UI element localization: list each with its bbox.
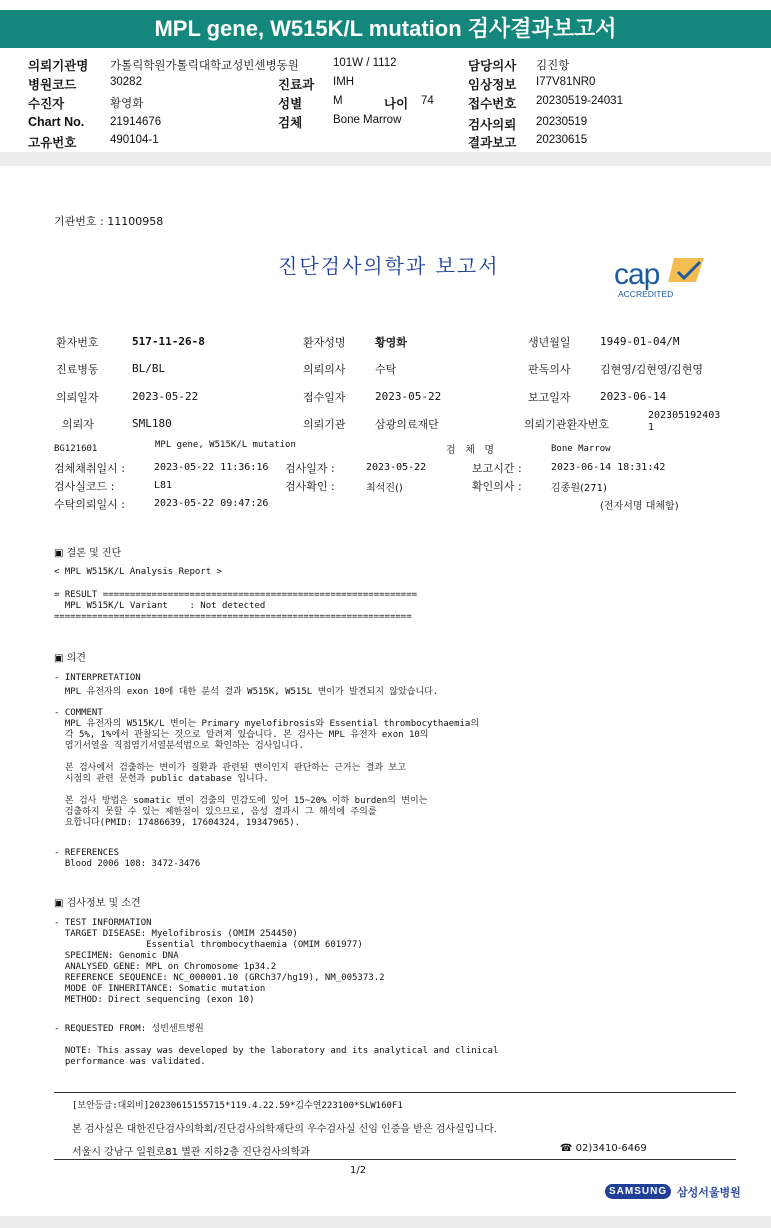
label-exam-date: 검사일자 : <box>285 462 335 475</box>
analysis-report-title: < MPL W515K/L Analysis Report > <box>54 567 222 577</box>
footer-rule <box>54 1092 736 1093</box>
value-clinical-info: I77V81NR0 <box>536 76 596 88</box>
value-receipt-date: 2023-05-22 <box>375 390 442 403</box>
value-request-date: 2023-05-22 <box>132 390 199 403</box>
label-sex: 성별 <box>278 97 303 111</box>
text-line: 각 5%, 1%에서 관찰되는 것으로 알려져 있습니다. 본 검사는 MPL 유전자 exon 10의 <box>54 730 429 740</box>
test-code: BG121601 <box>54 444 98 454</box>
section-opinion: ▣ 의견 <box>54 653 86 664</box>
report-title: 진단검사의학과 보고서 <box>278 254 500 278</box>
label-consign-time: 수탁의뢰일시 : <box>54 498 125 511</box>
label-ref-institution: 의뢰기관 <box>303 418 346 431</box>
label-ref-doctor: 의뢰의사 <box>303 363 346 376</box>
samsung-hospital-logo <box>605 1182 740 1204</box>
label-test-request: 검사의뢰 <box>468 118 517 132</box>
text-line <box>54 752 554 763</box>
institution-number: 기관번호 : 11100958 <box>54 215 164 228</box>
value-reading-doctor: 김현영/김현영/김현영 <box>600 363 704 376</box>
text-line: Essential thrombocythaemia (OMIM 601977) <box>54 940 363 950</box>
value-patient-name: 황영화 <box>375 336 407 349</box>
comment-heading: - COMMENT <box>54 708 103 718</box>
assay-note <box>54 1046 574 1068</box>
text-line: 본 검사 방법은 somatic 변이 검출의 민감도에 있어 15~20% 이하 burden의 변이는 <box>54 796 428 806</box>
result-header-line: = RESULT ========================================================== <box>54 590 418 600</box>
samsung-wordmark: SAMSUNG <box>605 1184 671 1199</box>
value-specimen: Bone Marrow <box>333 114 402 126</box>
section-test-info: ▣ 검사정보 및 소견 <box>54 898 141 909</box>
value-exam-date: 2023-05-22 <box>366 462 427 473</box>
lab-phone: ☎ 02)3410-6469 <box>560 1143 647 1154</box>
label-chart-no: Chart No. <box>28 115 85 129</box>
label-report-time: 보고시간 : <box>472 462 522 475</box>
value-age: 74 <box>421 95 434 107</box>
hospital-name-ko: 삼성서울병원 <box>677 1186 741 1199</box>
label-receipt-date: 접수일자 <box>303 391 346 404</box>
cap-accredited-logo <box>612 256 712 302</box>
label-clinical-info: 임상정보 <box>468 78 517 92</box>
page-number: 1/2 <box>350 1165 367 1176</box>
value-hospital-code: 30282 <box>110 76 142 88</box>
test-information-block <box>54 918 554 1006</box>
label-dept: 진료과 <box>278 78 315 92</box>
text-line: SPECIMEN: Genomic DNA <box>54 951 179 961</box>
text-line: MODE OF INHERITANCE: Somatic mutation <box>54 984 266 994</box>
value-birth: 1949-01-04/M <box>600 335 680 348</box>
bottom-margin <box>0 1216 771 1228</box>
value-sex: M <box>333 95 343 107</box>
label-lab-room: 검사실코드 : <box>54 480 115 493</box>
label-request-date: 의뢰일자 <box>56 391 99 404</box>
label-ward: 진료병동 <box>56 363 99 376</box>
text-line: TARGET DISEASE: Myelofibrosis (OMIM 254450) <box>54 929 298 939</box>
text-line: 염기서열을 직접염기서열분석법으로 확인하는 검사입니다. <box>54 741 304 751</box>
test-name: MPL gene, W515K/L mutation <box>155 440 296 450</box>
cap-logo-text: cap <box>614 258 660 291</box>
label-specimen: 검체 <box>278 116 303 130</box>
value-consign-time: 2023-05-22 09:47:26 <box>154 498 269 509</box>
label-unique-no: 고유번호 <box>28 136 77 150</box>
value-lab-room: L81 <box>154 480 173 491</box>
certification-note: 본 검사실은 대한진단검사의학회/진단검사의학재단의 우수검사실 신임 인증을 받은 검사실입니다. <box>72 1124 497 1135</box>
text-line: 시점의 관련 문헌과 public database 입니다. <box>54 774 269 784</box>
interpretation-body: MPL 유전자의 exon 10에 대한 분석 결과 W515K, W515L 변이가 발견되지 않았습니다. <box>54 687 439 697</box>
label-report-date: 보고일자 <box>528 391 571 404</box>
label-patient-name: 환자성명 <box>303 336 346 349</box>
references-heading: - REFERENCES <box>54 848 120 858</box>
value-result-report: 20230615 <box>536 134 588 146</box>
electronic-signature-note: (전자서명 대체함) <box>600 501 679 512</box>
label-doctor: 담당의사 <box>468 59 517 73</box>
value-accession: 20230519-24031 <box>536 95 623 107</box>
value-patient-no: 517-11-26-8 <box>132 335 205 348</box>
label-birth: 생년월일 <box>528 336 571 349</box>
text-line: REFERENCE SEQUENCE: NC_000001.10 (GRCh37/hg19), NM_005373.2 <box>54 973 385 983</box>
value-dept: IMH <box>333 76 355 88</box>
footer-bottom-rule <box>54 1159 736 1160</box>
value-collect-time: 2023-05-22 11:36:16 <box>154 462 269 473</box>
security-code: [보안등급:대외비]20230615155715*119.4.22.59*김수연223100*SLW160F1 <box>72 1101 403 1111</box>
value-report-date: 2023-06-14 <box>600 390 667 403</box>
value-chart-no: 21914676 <box>110 116 162 128</box>
result-end-line: ================================================================== <box>54 612 412 622</box>
value-requester: SML180 <box>132 417 172 430</box>
label-ref-patient-no: 의뢰기관환자번호 <box>524 418 610 431</box>
label-institution: 의뢰기관명 <box>28 59 89 73</box>
section-conclusion: ▣ 결론 및 진단 <box>54 548 122 559</box>
value-unique-no: 490104-1 <box>110 134 159 146</box>
comment-body <box>54 719 554 829</box>
patient-header <box>0 56 771 152</box>
label-age: 나이 <box>384 97 409 111</box>
value-test-request: 20230519 <box>536 116 588 128</box>
value-ward: 101W / 1112 <box>333 57 397 69</box>
header-divider <box>0 152 771 166</box>
value-patient: 황영화 <box>110 98 144 110</box>
value-institution: 가톨릭학원가톨릭대학교성빈센병동원 <box>110 60 299 72</box>
text-line: ANALYSED GENE: MPL on Chromosome 1p34.2 <box>54 962 277 972</box>
cap-accredited-text: ACCREDITED <box>618 289 674 299</box>
text-line <box>54 785 554 796</box>
value-exam-confirm: 최석진() <box>366 483 403 494</box>
label-requester: 의뢰자 <box>62 418 94 431</box>
interpretation-heading: - INTERPRETATION <box>54 673 141 683</box>
value-ref-patient-no-suffix: 1 <box>648 422 655 433</box>
label-hospital-code: 병원코드 <box>28 78 77 92</box>
text-line: NOTE: This assay was developed by the laboratory and its analytical and clinical <box>54 1046 499 1056</box>
value-report-time: 2023-06-14 18:31:42 <box>551 462 666 473</box>
label-exam-confirm: 검사확인 : <box>285 480 335 493</box>
value-ward-bl: BL/BL <box>132 362 166 375</box>
label-patient-no: 환자번호 <box>56 336 99 349</box>
value-ref-institution: 삼광의료재단 <box>375 418 439 431</box>
label-accession: 접수번호 <box>468 97 517 111</box>
value-ref-patient-no: 202305192403 <box>648 410 721 421</box>
text-line: 검출하지 못할 수 있는 제한점이 있으므로, 음성 결과시 그 해석에 주의를 <box>54 807 377 817</box>
references-body: Blood 2006 108: 3472-3476 <box>54 859 201 869</box>
label-specimen-name: 검 체 명 <box>446 445 495 456</box>
lab-address: 서울시 강남구 일원로81 별관 지하2층 진단검사의학과 <box>72 1147 310 1158</box>
text-line: 본 검사에서 검출하는 변이가 질환과 관련된 변이인지 판단하는 근거는 결과 보고 <box>54 763 406 773</box>
text-line: MPL 유전자의 W515K/L 변이는 Primary myelofibrosis와 Essential thrombocythaemia의 <box>54 719 480 729</box>
text-line: 요합니다(PMID: 17486639, 17604324, 19347965). <box>54 818 301 828</box>
label-collect-time: 검체채취일시 : <box>54 462 125 475</box>
result-variant-row: MPL W515K/L Variant : Not detected <box>54 601 266 611</box>
text-line: performance was validated. <box>54 1057 206 1067</box>
label-patient: 수진자 <box>28 97 65 111</box>
text-line: - TEST INFORMATION <box>54 918 152 928</box>
label-confirm-doctor: 확인의사 : <box>472 480 522 493</box>
value-ref-doctor: 수탁 <box>375 363 397 376</box>
lab-report-page <box>0 166 771 1216</box>
value-specimen-name: Bone Marrow <box>551 444 611 454</box>
label-result-report: 결과보고 <box>468 136 517 150</box>
value-confirm-doctor: 김종원(271) <box>551 483 607 494</box>
text-line: METHOD: Direct sequencing (exon 10) <box>54 995 255 1005</box>
requested-from: - REQUESTED FROM: 성빈센트병원 <box>54 1024 204 1034</box>
value-doctor: 김진항 <box>536 60 570 72</box>
report-banner-title: MPL gene, W515K/L mutation 검사결과보고서 <box>0 10 771 48</box>
label-reading-doctor: 판독의사 <box>528 363 571 376</box>
